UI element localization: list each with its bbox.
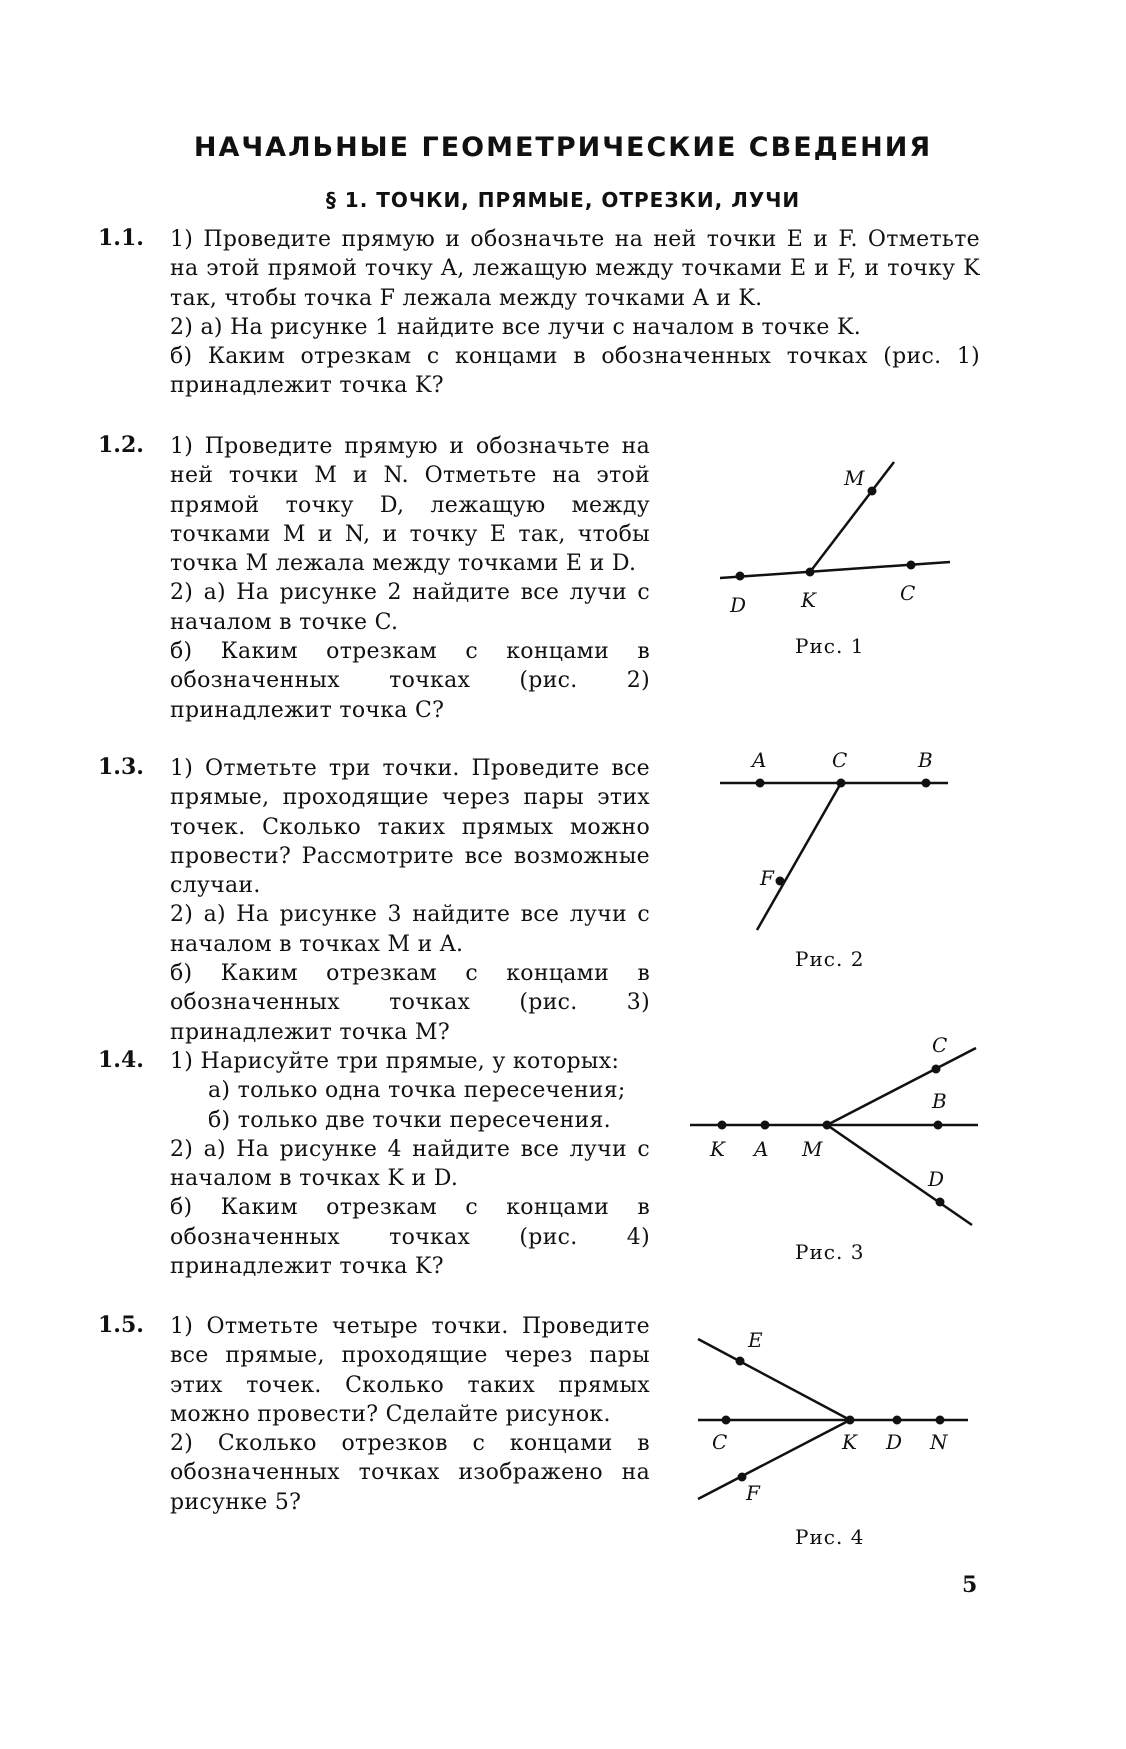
problem-1-4 xyxy=(170,1047,650,1281)
label-k: K xyxy=(710,1137,725,1161)
problem-1-3-part1: 1) Отметьте три точки. Проведите все прямые, проходящие через пары этих точек. Сколько таких прямых можно провести? Рассмотрите все возможные случаи. xyxy=(170,756,650,899)
problem-1-2 xyxy=(170,432,650,725)
point-k xyxy=(806,568,815,577)
problem-1-4-part1: 1) Нарисуйте три прямые, у которых: xyxy=(170,1049,620,1074)
label-a: A xyxy=(754,1137,769,1161)
section-title: § 1. ТОЧКИ, ПРЯМЫЕ, ОТРЕЗКИ, ЛУЧИ xyxy=(325,188,801,212)
point-m xyxy=(823,1121,832,1130)
problem-1-4-part2a: 2) а) На рисунке 4 найдите все лучи с началом в точках K и D. xyxy=(170,1136,650,1192)
point-c xyxy=(907,561,916,570)
figure-3-drawing xyxy=(680,1030,980,1230)
label-c: C xyxy=(832,748,848,772)
point-f xyxy=(776,877,785,886)
figure-4 xyxy=(690,1325,980,1525)
problem-number-1-1: 1.1. xyxy=(98,225,144,251)
label-c: C xyxy=(900,581,916,605)
label-m: M xyxy=(802,1137,823,1161)
label-d: D xyxy=(928,1167,945,1191)
problem-1-3-part2a: 2) а) На рисунке 3 найдите все лучи с началом в точках M и A. xyxy=(170,902,650,957)
problem-number-1-2: 1.2. xyxy=(98,432,144,458)
figure-2-drawing xyxy=(700,745,960,945)
label-n: N xyxy=(930,1430,948,1454)
page-number: 5 xyxy=(962,1572,978,1598)
point-e xyxy=(736,1357,745,1366)
point-d xyxy=(936,1198,945,1207)
point-d xyxy=(736,572,745,581)
figure-1 xyxy=(700,450,980,630)
point-n xyxy=(936,1416,945,1425)
problem-1-1-part2a: 2) а) На рисунке 1 найдите все лучи с началом в точке K. xyxy=(170,314,862,340)
point-c xyxy=(932,1065,941,1074)
label-d: D xyxy=(730,593,747,617)
figure-3 xyxy=(680,1030,980,1230)
chapter-title: НАЧАЛЬНЫЕ ГЕОМЕТРИЧЕСКИЕ СВЕДЕНИЯ xyxy=(193,132,933,163)
label-a: A xyxy=(752,748,767,772)
label-d: D xyxy=(886,1430,903,1454)
label-b: B xyxy=(918,748,933,772)
figure-1-drawing xyxy=(700,450,980,630)
point-d xyxy=(893,1416,902,1425)
problem-1-5-part1: 1) Отметьте четыре точки. Проведите все прямые, проходящие через пары этих точек. Сколько таких прямых можно провести? Сделайте рисунок. xyxy=(170,1314,650,1427)
problem-1-4-part2b: б) Каким отрезкам с концами в обозначенных точках (рис. 4) принадлежит точка K? xyxy=(170,1195,650,1280)
point-k xyxy=(846,1416,855,1425)
label-f: F xyxy=(746,1481,760,1505)
point-a xyxy=(761,1121,770,1130)
label-c: C xyxy=(932,1033,948,1057)
figure-4-caption: Рис. 4 xyxy=(795,1525,865,1549)
point-c xyxy=(837,779,846,788)
point-a xyxy=(756,779,765,788)
label-e: E xyxy=(748,1328,763,1352)
problem-1-1-part1: 1) Проведите прямую и обозначьте на ней точки E и F. Отметьте на этой прямой точку A, лежащую между точками E и F, и точку K так, чтобы точка F лежала между точками A и K. xyxy=(170,227,980,311)
figure-1-caption: Рис. 1 xyxy=(795,634,865,658)
label-f: F xyxy=(760,866,774,890)
label-k: K xyxy=(801,588,816,612)
problem-number-1-5: 1.5. xyxy=(98,1312,144,1338)
problem-1-1-part2b: б) Каким отрезкам с концами в обозначенных точках (рис. 1) принадлежит точка K? xyxy=(170,344,980,399)
point-m xyxy=(868,487,877,496)
point-b xyxy=(922,779,931,788)
point-k xyxy=(718,1121,727,1130)
problem-1-4-part1a: а) только одна точка пересечения; xyxy=(208,1078,626,1104)
problem-1-3 xyxy=(170,754,650,1047)
label-c: C xyxy=(712,1430,728,1454)
label-m: M xyxy=(844,466,865,490)
problem-number-1-4: 1.4. xyxy=(98,1047,144,1073)
problem-1-3-part2b: б) Каким отрезкам с концами в обозначенных точках (рис. 3) принадлежит точка M? xyxy=(170,961,650,1045)
problem-1-5 xyxy=(170,1312,650,1517)
figure-4-drawing xyxy=(690,1325,980,1525)
figure-2 xyxy=(700,745,960,945)
problem-1-2-part1: 1) Проведите прямую и обозначьте на ней точки M и N. Отметьте на этой прямой точку D, лежащую между точками M и N, и точку E так, чтобы точка M лежала между точками E и D. xyxy=(170,434,650,577)
problem-1-4-part1b: б) только две точки пересечения. xyxy=(208,1107,611,1133)
figure-3-caption: Рис. 3 xyxy=(795,1240,865,1264)
problem-number-1-3: 1.3. xyxy=(98,754,144,780)
label-b: B xyxy=(932,1089,947,1113)
label-k: K xyxy=(842,1430,857,1454)
problem-1-2-part2b: б) Каким отрезкам с концами в обозначенных точках (рис. 2) принадлежит точка C? xyxy=(170,639,650,723)
problem-1-1 xyxy=(170,225,980,401)
point-b xyxy=(934,1121,943,1130)
problem-1-5-part2: 2) Сколько отрезков с концами в обозначенных точках изображено на рисунке 5? xyxy=(170,1431,650,1515)
figure-2-caption: Рис. 2 xyxy=(795,947,865,971)
point-c xyxy=(722,1416,731,1425)
problem-1-2-part2a: 2) а) На рисунке 2 найдите все лучи с началом в точке C. xyxy=(170,580,650,635)
